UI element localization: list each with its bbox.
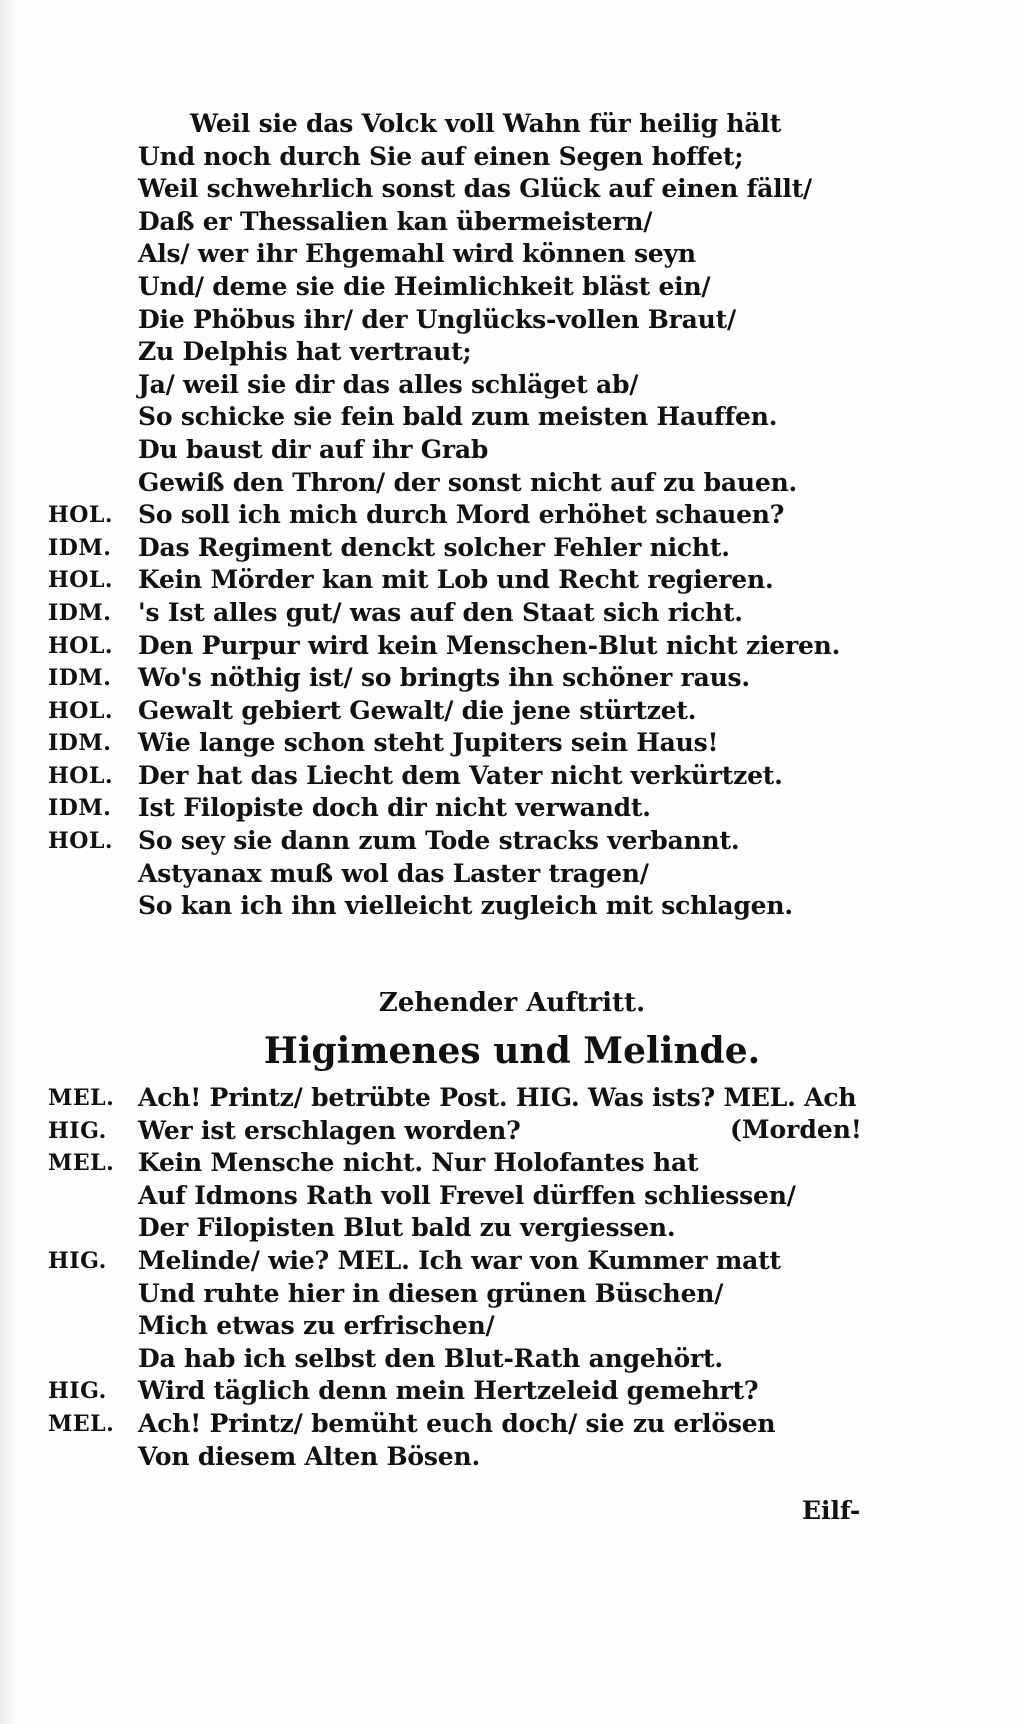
verse-line bbox=[48, 141, 968, 174]
gutter-shadow bbox=[0, 0, 14, 1724]
verse-line bbox=[48, 499, 968, 532]
verse-line bbox=[48, 597, 968, 630]
verse-line bbox=[48, 890, 968, 923]
speaker-label: HIG. bbox=[48, 1117, 107, 1144]
verse-line bbox=[48, 1343, 968, 1376]
turnover-word: (Morden! bbox=[730, 1115, 862, 1144]
verse-line bbox=[48, 271, 968, 304]
verse-text: Du baust dir auf ihr Grab bbox=[138, 434, 489, 464]
verse-line bbox=[48, 1147, 968, 1180]
verse-line bbox=[48, 564, 968, 597]
verse-line bbox=[48, 369, 968, 402]
verse-text: Melinde/ wie? MEL. Ich war von Kummer matt bbox=[138, 1245, 781, 1275]
verse-text: Daß er Thessalien kan übermeistern/ bbox=[138, 206, 653, 236]
verse-line bbox=[48, 1278, 968, 1311]
speaker-label: HOL. bbox=[48, 502, 114, 529]
verse-line bbox=[48, 1441, 968, 1474]
verse-text: Der Filopisten Blut bald zu vergiessen. bbox=[138, 1213, 676, 1243]
speaker-label: IDM. bbox=[48, 534, 112, 561]
verse-text: So schicke sie fein bald zum meisten Hauffen. bbox=[138, 402, 778, 432]
verse-line bbox=[48, 1408, 968, 1441]
verse-line bbox=[48, 1180, 968, 1213]
verse-line bbox=[48, 662, 968, 695]
verse-text: Auf Idmons Rath voll Frevel dürffen schliessen/ bbox=[138, 1180, 796, 1210]
verse-text: Da hab ich selbst den Blut-Rath angehört. bbox=[138, 1343, 723, 1373]
verse-line bbox=[48, 108, 968, 141]
verse-line bbox=[48, 727, 968, 760]
verse-line bbox=[48, 467, 968, 500]
verse-text: Als/ wer ihr Ehgemahl wird können seyn bbox=[138, 239, 696, 269]
verse-line bbox=[48, 695, 968, 728]
speaker-label: MEL. bbox=[48, 1150, 115, 1177]
catchword: Eilf- bbox=[802, 1496, 861, 1525]
verse-text: Ach! Printz/ betrübte Post. HIG. Was ists? MEL. Ach bbox=[138, 1083, 857, 1112]
verse-text: Ach! Printz/ bemüht euch doch/ sie zu erlösen bbox=[138, 1408, 776, 1438]
verse-text: Weil sie das Volck voll Wahn für heilig hält bbox=[190, 109, 782, 138]
speaker-label: HIG. bbox=[48, 1378, 107, 1405]
verse-line bbox=[48, 760, 968, 793]
verse-text: Wer ist erschlagen worden? bbox=[138, 1115, 521, 1145]
speaker-label: HOL. bbox=[48, 567, 114, 594]
scene-persons-heading: Higimenes und Melinde. bbox=[263, 1030, 761, 1072]
verse-text: Den Purpur wird kein Menschen-Blut nicht zieren. bbox=[138, 630, 841, 660]
speaker-label: MEL. bbox=[48, 1410, 115, 1437]
verse-line bbox=[48, 825, 968, 858]
speaker-label: HIG. bbox=[48, 1247, 107, 1274]
verse-line bbox=[48, 1310, 968, 1343]
speaker-label: HOL. bbox=[48, 828, 114, 855]
verse-text: Astyanax muß wol das Laster tragen/ bbox=[138, 858, 649, 888]
verse-text: So soll ich mich durch Mord erhöhet schauen? bbox=[138, 500, 785, 530]
verse-line bbox=[48, 630, 968, 663]
verse-line bbox=[48, 532, 968, 565]
verse-text: Und/ deme sie die Heimlichkeit bläst ein/ bbox=[138, 271, 711, 301]
verse-text: Das Regiment denckt solcher Fehler nicht. bbox=[138, 532, 730, 562]
verse-line bbox=[48, 1082, 968, 1115]
speaker-label: IDM. bbox=[48, 795, 112, 822]
verse-text: Ist Filopiste doch dir nicht verwandt. bbox=[138, 793, 651, 823]
verse-text: Gewalt gebiert Gewalt/ die jene stürtzet. bbox=[138, 695, 697, 725]
verse-line bbox=[48, 206, 968, 239]
speaker-label: IDM. bbox=[48, 599, 112, 626]
speaker-label: MEL. bbox=[48, 1085, 115, 1111]
verse-line bbox=[48, 792, 968, 825]
verse-line bbox=[48, 304, 968, 337]
verse-text: So kan ich ihn vielleicht zugleich mit schlagen. bbox=[138, 891, 793, 921]
verse-text: Zu Delphis hat vertraut; bbox=[138, 337, 472, 367]
verse-text: 's Ist alles gut/ was auf den Staat sich richt. bbox=[138, 597, 743, 627]
verse-text: Kein Mensche nicht. Nur Holofantes hat bbox=[138, 1148, 699, 1178]
verse-line bbox=[48, 401, 968, 434]
verse-text: Von diesem Alten Bösen. bbox=[138, 1441, 480, 1471]
verse-text: Wie lange schon steht Jupiters sein Haus! bbox=[138, 728, 719, 758]
verse-line bbox=[48, 1212, 968, 1245]
verse-text: Und ruhte hier in diesen grünen Büschen/ bbox=[138, 1278, 724, 1308]
speaker-label: IDM. bbox=[48, 665, 112, 692]
verse-text: Wo's nöthig ist/ so bringts ihn schöner raus. bbox=[138, 663, 750, 693]
verse-text: Weil schwehrlich sonst das Glück auf einen fällt/ bbox=[138, 174, 812, 204]
verse-text: Mich etwas zu erfrischen/ bbox=[138, 1311, 495, 1341]
verse-text: Kein Mörder kan mit Lob und Recht regieren. bbox=[138, 565, 774, 595]
scene-number-heading: Zehender Auftritt. bbox=[378, 988, 646, 1018]
speaker-label: HOL. bbox=[48, 632, 114, 659]
verse-text: Und noch durch Sie auf einen Segen hoffet; bbox=[138, 141, 744, 171]
verse-text: So sey sie dann zum Tode stracks verbannt. bbox=[138, 826, 740, 856]
speaker-label: IDM. bbox=[48, 730, 112, 757]
speaker-label: HOL. bbox=[48, 762, 114, 789]
verse-line bbox=[48, 434, 968, 467]
verse-text: Der hat das Liecht dem Vater nicht verkürtzet. bbox=[138, 760, 783, 790]
verse-text: Gewiß den Thron/ der sonst nicht auf zu bauen. bbox=[138, 467, 798, 497]
verse-text: Wird täglich denn mein Hertzeleid gemehrt? bbox=[138, 1376, 759, 1406]
verse-line bbox=[48, 336, 968, 369]
verse-text: Ja/ weil sie dir das alles schläget ab/ bbox=[138, 369, 639, 399]
verse-line bbox=[48, 858, 968, 891]
dialogue-block-first bbox=[48, 108, 968, 923]
verse-line bbox=[48, 1245, 968, 1278]
speaker-label: HOL. bbox=[48, 697, 114, 724]
verse-line bbox=[48, 1375, 968, 1408]
verse-text: Die Phöbus ihr/ der Unglücks-vollen Braut/ bbox=[138, 304, 736, 334]
verse-line bbox=[48, 238, 968, 271]
verse-line bbox=[48, 173, 968, 206]
